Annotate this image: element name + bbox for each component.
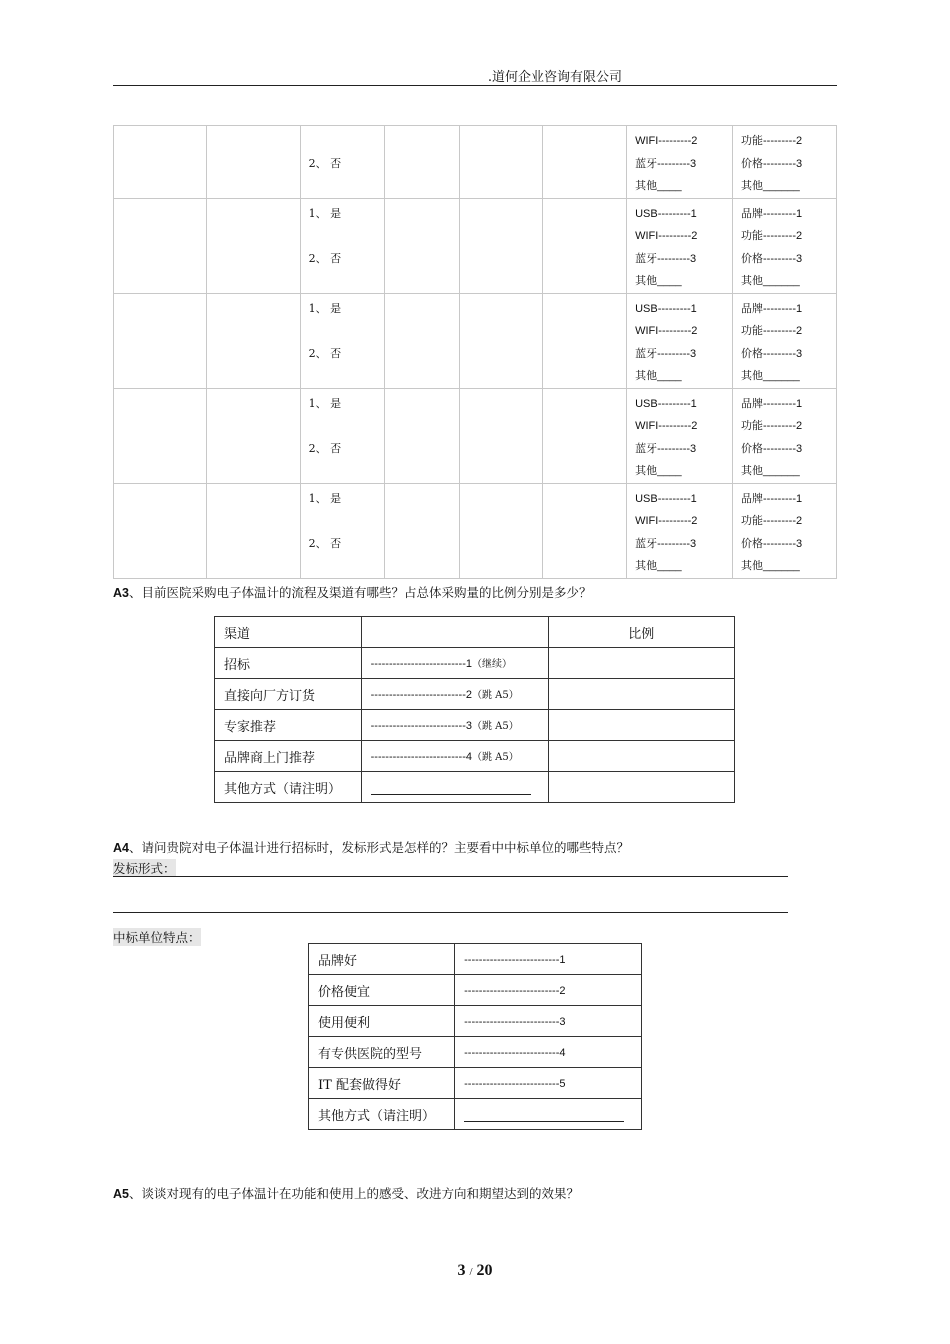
reason-option: 价格---------3 [741, 347, 803, 360]
reason-option: 其他______ [741, 465, 800, 477]
table-row [215, 648, 735, 679]
feature-name: 其他方式（请注明） [309, 1099, 455, 1130]
table-row [309, 1037, 642, 1068]
reason-option: 其他______ [741, 275, 800, 287]
channel-name: 其他方式（请注明） [215, 772, 362, 803]
feature-code: --------------------------1 [464, 953, 566, 966]
yes-option: 1、 是 [308, 301, 342, 315]
question-a3 [113, 583, 592, 601]
page-separator: / [469, 1266, 473, 1278]
interface-option: WIFI---------2 [635, 325, 698, 337]
header-channel: 渠道 [215, 617, 362, 648]
interface-option: 蓝牙---------3 [635, 252, 697, 265]
yes-option: 1、 是 [308, 206, 342, 220]
yes-option [309, 130, 384, 153]
question-a4 [113, 838, 629, 856]
interface-option: WIFI---------2 [635, 230, 698, 242]
header-ratio: 比例 [548, 617, 734, 648]
table-row [114, 483, 837, 578]
no-option: 2、 否 [308, 346, 342, 360]
question-code: A4 [113, 841, 129, 855]
ratio-cell[interactable] [548, 741, 734, 772]
answer-line[interactable] [113, 912, 788, 913]
no-option: 2、 否 [308, 251, 342, 265]
interface-option: 蓝牙---------3 [635, 537, 697, 550]
reason-option: 品牌---------1 [741, 397, 803, 410]
no-option: 2、 否 [308, 536, 342, 550]
skip-note: （跳 A5） [471, 690, 519, 701]
channel-name: 招标 [215, 648, 362, 679]
interface-option: USB---------1 [635, 207, 697, 220]
interface-option: USB---------1 [635, 492, 697, 505]
ratio-cell[interactable] [548, 648, 734, 679]
table-row [114, 293, 837, 388]
table-row [114, 198, 837, 293]
fill-in-blank[interactable] [371, 780, 531, 795]
ratio-cell[interactable] [548, 679, 734, 710]
question-code: A3 [113, 586, 129, 600]
table-header-row [215, 617, 735, 648]
table-row [309, 1006, 642, 1037]
interface-option: WIFI---------2 [635, 515, 698, 527]
question-text: 、目前医院采购电子体温计的流程及渠道有哪些？占总体采购量的比例分别是多少？ [128, 585, 592, 600]
page-number [0, 1262, 950, 1280]
feature-name: IT 配套做得好 [309, 1068, 455, 1099]
table-row [309, 1099, 642, 1130]
feature-name: 有专供医院的型号 [309, 1037, 455, 1068]
table-row [309, 944, 642, 975]
reason-option: 价格---------3 [741, 537, 803, 550]
skip-note: （跳 A5） [471, 752, 519, 763]
table-row [309, 975, 642, 1006]
header-company: .道何企业咨询有限公司 [487, 70, 623, 85]
feature-name: 品牌好 [309, 944, 455, 975]
feature-code: --------------------------5 [464, 1077, 566, 1090]
reason-option: 功能---------2 [741, 515, 803, 527]
interface-option: 蓝牙---------3 [635, 157, 697, 170]
table-row [114, 126, 837, 199]
interface-option: WIFI---------2 [635, 135, 698, 147]
reason-option: 功能---------2 [741, 230, 803, 242]
feature-code: --------------------------4 [464, 1046, 566, 1059]
question-a5 [113, 1184, 579, 1202]
reason-option: 品牌---------1 [741, 302, 803, 315]
no-option: 2、 否 [308, 156, 342, 170]
question-text: 、谈谈对现有的电子体温计在功能和使用上的感受、改进方向和期望达到的效果？ [128, 1186, 579, 1201]
answer-line[interactable] [113, 876, 788, 877]
interface-option: 其他____ [635, 370, 682, 382]
reason-option: 品牌---------1 [741, 207, 803, 220]
channel-code: --------------------------4 [370, 751, 472, 763]
reason-option: 品牌---------1 [741, 492, 803, 505]
label-bid-form: 发标形式： [113, 861, 176, 876]
ratio-cell[interactable] [548, 710, 734, 741]
channel-code: --------------------------1 [370, 658, 472, 670]
question-text: 、请问贵院对电子体温计进行招标时，发标形式是怎样的？主要看中中标单位的哪些特点？ [128, 840, 629, 855]
header-code [361, 617, 548, 648]
current-page: 3 [457, 1262, 466, 1279]
reason-option: 功能---------2 [741, 135, 803, 147]
table-row [215, 772, 735, 803]
reason-option: 功能---------2 [741, 325, 803, 337]
fill-in-blank[interactable] [464, 1107, 624, 1122]
interface-option: USB---------1 [635, 397, 697, 410]
interface-option: 其他____ [635, 275, 682, 287]
reason-option: 价格---------3 [741, 442, 803, 455]
channel-name: 专家推荐 [215, 710, 362, 741]
table-row [114, 388, 837, 483]
channel-name: 直接向厂方订货 [215, 679, 362, 710]
reason-option: 其他______ [741, 370, 800, 382]
feature-code: --------------------------2 [464, 984, 566, 997]
skip-note: （继续） [471, 659, 512, 670]
channel-name: 品牌商上门推荐 [215, 741, 362, 772]
header-rule [113, 85, 837, 86]
reason-option: 其他______ [741, 180, 800, 192]
yes-option: 1、 是 [308, 491, 342, 505]
features-table [308, 943, 642, 1130]
yes-option: 1、 是 [308, 396, 342, 410]
question-code: A5 [113, 1187, 129, 1201]
reason-option: 价格---------3 [741, 157, 803, 170]
feature-code: --------------------------3 [464, 1015, 566, 1028]
interface-option: 其他____ [635, 180, 682, 192]
interface-option: 其他____ [635, 465, 682, 477]
reason-option: 价格---------3 [741, 252, 803, 265]
table-row [309, 1068, 642, 1099]
total-pages: 20 [476, 1262, 493, 1279]
interface-option: 蓝牙---------3 [635, 442, 697, 455]
interface-option: USB---------1 [635, 302, 697, 315]
no-option: 2、 否 [308, 441, 342, 455]
label-winner-features: 中标单位特点： [113, 930, 201, 945]
skip-note: （跳 A5） [471, 721, 519, 732]
channel-code: --------------------------2 [370, 689, 472, 701]
survey-table [113, 125, 837, 579]
ratio-cell[interactable] [548, 772, 734, 803]
interface-option: 其他____ [635, 560, 682, 572]
reason-option: 其他______ [741, 560, 800, 572]
channel-code: --------------------------3 [370, 720, 472, 732]
interface-option: WIFI---------2 [635, 420, 698, 432]
table-row [215, 741, 735, 772]
channel-table [214, 616, 735, 803]
interface-option: 蓝牙---------3 [635, 347, 697, 360]
feature-name: 价格便宜 [309, 975, 455, 1006]
reason-option: 功能---------2 [741, 420, 803, 432]
table-row [215, 710, 735, 741]
table-row [215, 679, 735, 710]
feature-name: 使用便利 [309, 1006, 455, 1037]
